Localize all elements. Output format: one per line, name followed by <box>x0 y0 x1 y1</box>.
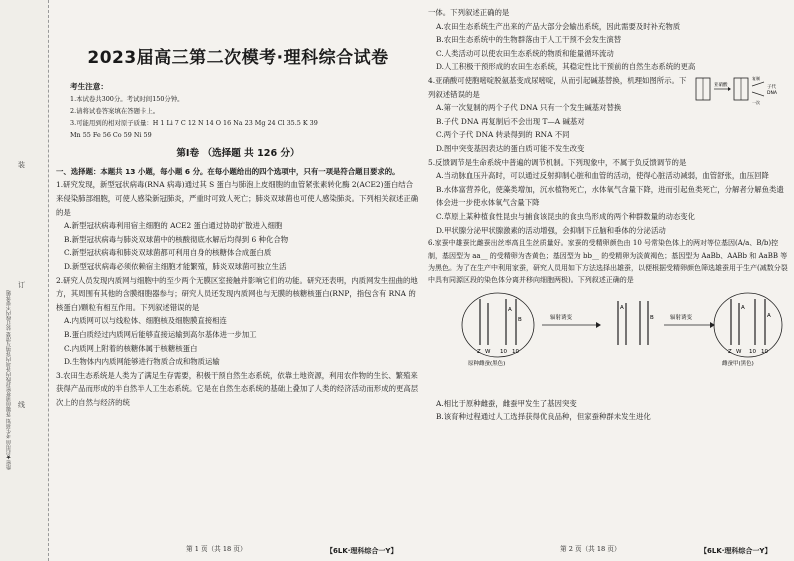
question-3-option: A.农田生态系统生产出来的产品大部分会输出系统，因此需要及时补充物质 <box>436 21 681 31</box>
question-4-option: B.子代 DNA 再复制后不会出现 T—A 碱基对 <box>436 116 585 126</box>
question-1-option: B.新型冠状病毒与肺炎双球菌中的核酸彻底水解后均得到 6 种化合物 <box>64 234 289 244</box>
notice-line: 2.请将试卷答案填在答题卡上。 <box>70 107 160 116</box>
notice-line: Mn 55 Fe 56 Co 59 Ni 59 <box>70 131 152 140</box>
dna-label: 亚硝酸 <box>714 82 728 88</box>
chromosome-label: W <box>485 348 491 355</box>
exam-title: 2023届高三第二次模考·理科综合试卷 <box>87 48 389 68</box>
exam-code: 【6LK·理科综合一Y】 <box>700 547 772 555</box>
question-2-option: D.生物体内内质网能够进行物质合成和物质运输 <box>64 357 220 367</box>
question-3: 3.农田生态系统是人类为了满足生存需要，积极干预自然生态系统，依靠土地资源，利用农作物的生长、繁殖来获得产品而形成的半自然半人工生态系统。它是在自然生态系统的基础上叠加了人类的经济活动而形成的更高层次上的自然与经济的统 <box>56 370 419 407</box>
dna-label: DNA <box>767 90 777 96</box>
chromosome-label: A <box>620 304 624 311</box>
binding-mark: 装 <box>18 161 25 169</box>
right-page <box>428 6 788 424</box>
chromosome-label: 10 <box>749 348 756 355</box>
step-label: 辐射诱变 <box>550 314 573 321</box>
chromosome-label: 10 <box>761 348 768 355</box>
left-page <box>56 6 420 409</box>
chromosome-label: 10 <box>512 348 519 355</box>
step-label: 辐射诱变 <box>670 314 693 321</box>
notice-heading: 考生注意： <box>70 81 108 91</box>
dna-label: 复制 <box>752 75 760 81</box>
question-4-option: C.两个子代 DNA 转录得到的 RNA 不同 <box>436 130 570 140</box>
binding-mark: 订 <box>18 281 25 289</box>
chromosome-label: A <box>508 306 512 313</box>
question-6: 6.家蚕中雄蚕比雌蚕出丝率高且生丝质量好。家蚕的受精卵颜色由 10 号常染色体上的两对等位基因(A/a、B/b)控制，基因型为 aa__ 的受精卵为杏黄色；基因型为 bb__ 的受精卵为淡黄褐色；基因型为 AaBb、AABb 和 AaBB 等为黑色。为了在生产中利用家蚕，研究人员用如下方法选择出雄蚕，以便根据受精卵颜色筛选雄蚕用于生产(减数分裂中具有同源区段的染色体分离并移向细胞两极)。下列叙述正确的是 <box>428 239 788 285</box>
question-3-continued: 一体。下列叙述正确的是 <box>428 8 510 17</box>
question-5-option: D.甲状腺分泌甲状腺激素的活动增强，会抑制下丘脑和垂体的分泌活动 <box>436 225 666 235</box>
question-4-option: A.第一次复制的两个子代 DNA 只有一个发生碱基对替换 <box>436 103 622 113</box>
question-3-option: C.人类活动可以使农田生态系统的物质和能量循环流动 <box>436 48 614 58</box>
notice-line: 3.可能用到的相对原子质量：H 1 Li 7 C 12 N 14 O 16 Na 23 Mg 24 Cl 35.5 K 39 <box>70 119 318 128</box>
question-4-option: D.图中突变基因表达的蛋白质可能不发生改变 <box>436 143 585 153</box>
chromosome-label: 10 <box>500 348 507 355</box>
question-3-option: B.农田生态系统中的生物群落由于人工干预不会发生演替 <box>436 35 622 45</box>
question-5-option: B.水体富营养化，使藻类增加，沉水植物死亡，水体氧气含量下降，进而引起鱼类死亡，分解者分解鱼类遗体会进一步使水体氧气含量下降 <box>436 184 784 208</box>
diagram-caption: 雌蚕甲(黑色) <box>722 360 754 367</box>
question-2: 2.研究人员发现内质网与细胞中的至少两个无膜区室接触并影响它们的功能。研究还表明，内质网发生扭曲的地方，其周围有其他的含膜细胞器参与；研究人员还发现内质网也与无膜的核糖核蛋白(RNP，指包含有 RNA 的核蛋白)颗粒有相互作用。下列叙述错误的是 <box>56 275 418 312</box>
question-5: 5.反馈调节是生命系统中普遍的调节机制。下列现象中，不属于负反馈调节的是 <box>428 157 687 167</box>
binding-mark: 线 <box>18 401 25 409</box>
exam-code: 【6LK·理科综合一Y】 <box>326 547 398 555</box>
section-heading: 第Ⅰ卷 （选择题 共 126 分） <box>176 148 300 160</box>
question-2-option: B.蛋白质经过内质网后能够直接运输到高尔基体进一步加工 <box>64 329 257 339</box>
chromosome-label: B <box>518 316 522 323</box>
chromosome-label: A <box>741 304 745 311</box>
page-number: 第 2 页（共 18 页） <box>560 545 621 553</box>
chromosome-svg <box>428 289 788 369</box>
question-1-option: C.新型冠状病毒和肺炎双球菌都可利用自身的核糖体合成蛋白质 <box>64 248 272 258</box>
dna-label: 一次 <box>752 99 760 105</box>
chromosome-label: Z <box>477 348 481 355</box>
question-3-option: D.人工积极干预形成的农田生态系统，其稳定性比干预前的自然生态系统的更高 <box>436 62 696 72</box>
page-number: 第 1 页（共 18 页） <box>186 545 247 553</box>
question-6-option: B.该育种过程通过人工选择获得优良品种，但家蚕种群未发生进化 <box>436 412 651 422</box>
notice-line: 1.本试卷共300分。考试时间150分钟。 <box>70 95 184 104</box>
chromosome-diagram <box>428 289 788 395</box>
question-1-option: D.新型冠状病毒必须依赖宿主细胞才能繁殖，肺炎双球菌可独立生活 <box>64 261 287 271</box>
question-5-option: A.当动脉血压升高时，可以通过反射抑制心脏和血管的活动，使得心脏活动减弱，血管舒张，血压回降 <box>436 171 769 181</box>
chromosome-label: Z <box>728 348 732 355</box>
binding-margin <box>0 0 49 561</box>
question-6-option: A.相比于原种雌蚕，雌蚕甲发生了基因突变 <box>436 398 577 408</box>
question-1: 1.研究发现，新型冠状病毒(RNA 病毒)通过其 S 蛋白与肺泡上皮细胞的血管紧张素转化酶 2(ACE2)蛋白结合来侵染肺部细胞，可使人感染新冠肺炎，严重时可致人死亡；肺炎双球菌也可使人感染肺炎。下列相关叙述正确的是 <box>56 180 419 217</box>
binding-vertical-text: 绝密★启用前 考生须知 答题前请将密封线内各项内容填写清楚 装订线内不要答题 <box>6 290 12 470</box>
question-4: 4.亚硝酸可使胞嘧啶脱氨基变成尿嘧啶，从而引起碱基替换，机理如图所示。下列叙述错误的是 <box>428 75 687 99</box>
question-5-option: C.草原上某种植食性昆虫与捕食该昆虫的食虫鸟形成的两个种群数量的动态变化 <box>436 211 696 221</box>
dna-label: 子代 <box>767 84 776 90</box>
question-1-option: A.新型冠状病毒利用宿主细胞的 ACE2 蛋白通过协助扩散进入细胞 <box>64 221 283 231</box>
question-2-option: C.内质网上附着的核糖体属于核糖核蛋白 <box>64 343 198 353</box>
question-2-option: A.内质网可以与线粒体、细胞核及细胞膜直接相连 <box>64 316 227 326</box>
chromosome-label: W <box>736 348 742 355</box>
section-instruction: 一、选择题：本题共 13 小题，每小题 6 分。在每小题给出的四个选项中，只有一项是符合题目要求的。 <box>56 166 400 176</box>
chromosome-label: A <box>767 312 771 319</box>
chromosome-label: B <box>650 314 654 321</box>
dna-mutation-diagram <box>694 74 786 106</box>
diagram-caption: 原种雌蚕(黑色) <box>468 360 506 367</box>
